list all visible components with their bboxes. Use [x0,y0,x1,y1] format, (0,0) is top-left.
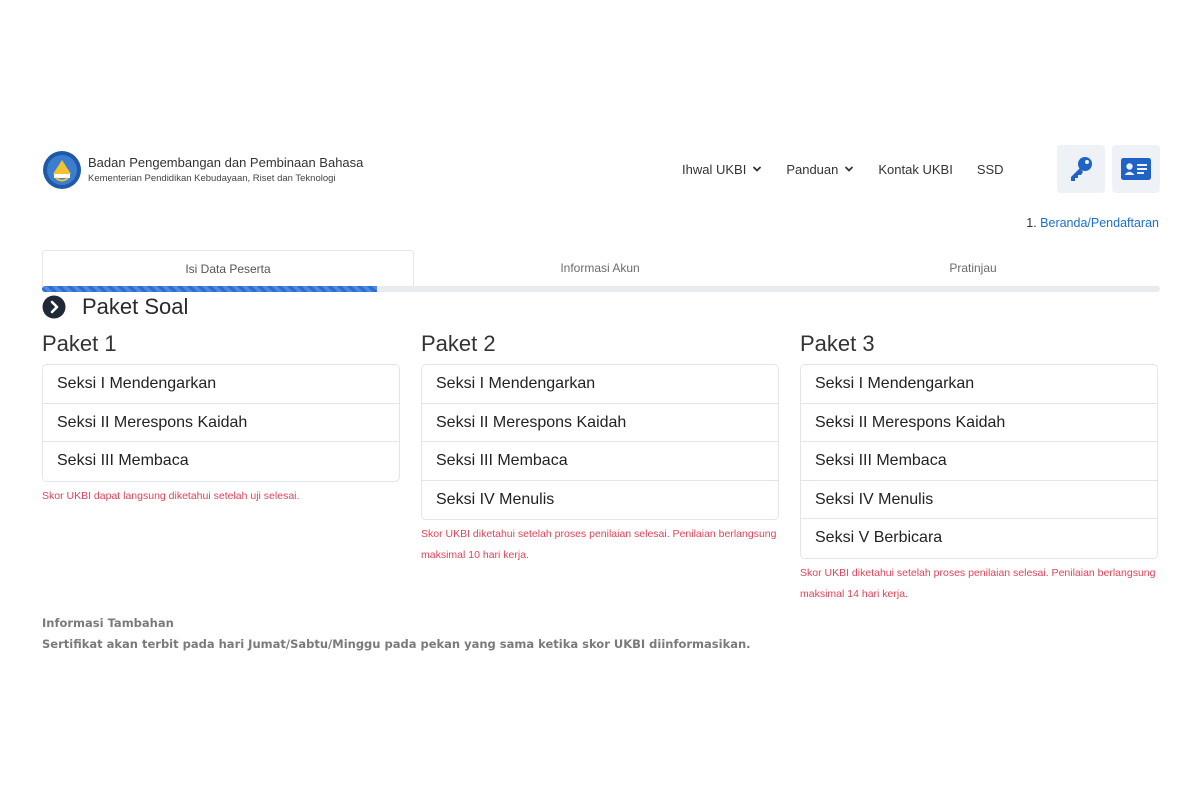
nav-item-ssd[interactable] [977,162,1004,177]
section-list [42,364,400,482]
nav-item-label: Ihwal UKBI [682,161,747,177]
step-informasi-akun[interactable] [414,250,786,286]
paket-1 [42,330,400,507]
paket-title: Paket 1 [42,331,117,356]
brand-title: Badan Pengembangan dan Pembinaan Bahasa [88,155,364,170]
chevron-down-icon [844,164,854,174]
list-item: Seksi II Merespons Kaidah [43,404,399,443]
paket-title: Paket 3 [800,331,875,356]
section-list [800,364,1158,559]
list-item: Seksi II Merespons Kaidah [801,404,1157,443]
chevron-down-icon [752,164,762,174]
login-button[interactable] [1057,145,1105,193]
paket-note: Skor UKBI dapat langsung diketahui setelah uji selesai. [42,489,300,502]
step-isi-data-peserta[interactable] [42,250,414,286]
paket-2 [421,330,779,566]
id-card-icon [1120,157,1152,181]
nav-item-label: Kontak UKBI [878,161,953,177]
nav-item-panduan[interactable] [786,162,854,177]
paket-note: Skor UKBI diketahui setelah proses penilaian selesai. Penilaian berlangsung maksimal 14 hari kerja. [800,566,1156,600]
list-item: Seksi III Membaca [57,452,189,470]
list-item: Seksi IV Menulis [801,481,1157,520]
list-item: Seksi I Mendengarkan [422,365,778,404]
nav-item-ihwal-ukbi[interactable] [682,162,762,177]
extra-info [42,614,751,656]
main-nav [682,160,1004,178]
brand-subtitle: Kementerian Pendidikan Kebudayaan, Riset dan Teknologi [88,173,336,184]
paket-title: Paket 2 [421,331,496,356]
chevron-right-circle-icon [42,295,66,319]
register-button[interactable] [1112,145,1160,193]
step-label: Informasi Akun [560,261,640,275]
breadcrumb-link[interactable]: Beranda/Pendaftaran [1040,216,1159,230]
list-item: Seksi IV Menulis [436,490,555,508]
brand-text [88,154,363,186]
list-item: Seksi III Membaca [801,442,1157,481]
list-item: Seksi V Berbicara [815,529,943,547]
breadcrumb [1026,216,1159,230]
section-list [421,364,779,520]
section-title: Paket Soal [82,294,189,319]
nav-item-label: Panduan [786,161,839,177]
key-icon [1066,154,1096,184]
extra-info-title: Informasi Tambahan [42,616,174,630]
nav-item-kontak-ukbi[interactable] [878,162,952,177]
section-header [42,294,188,320]
brand[interactable] [42,150,363,190]
tut-wuri-handayani-logo [42,150,82,190]
extra-info-body: Sertifikat akan terbit pada hari Jumat/Sabtu/Minggu pada pekan yang sama ketika skor UKBI diinformasikan. [42,637,751,651]
paket-3 [800,330,1158,605]
progress-bar [42,286,1160,292]
list-item: Seksi I Mendengarkan [43,365,399,404]
step-label: Isi Data Peserta [185,261,271,276]
paket-note: Skor UKBI diketahui setelah proses penilaian selesai. Penilaian berlangsung maksimal 10 hari kerja. [421,528,777,562]
list-item: Seksi I Mendengarkan [801,365,1157,404]
list-item: Seksi III Membaca [422,442,778,481]
list-item: Seksi II Merespons Kaidah [422,404,778,443]
progress-fill [42,286,377,292]
step-pratinjau[interactable] [786,250,1160,286]
breadcrumb-prefix: 1. [1026,216,1041,230]
step-label: Pratinjau [949,261,997,275]
registration-stepper [42,250,1160,292]
nav-item-label: SSD [976,161,1004,177]
